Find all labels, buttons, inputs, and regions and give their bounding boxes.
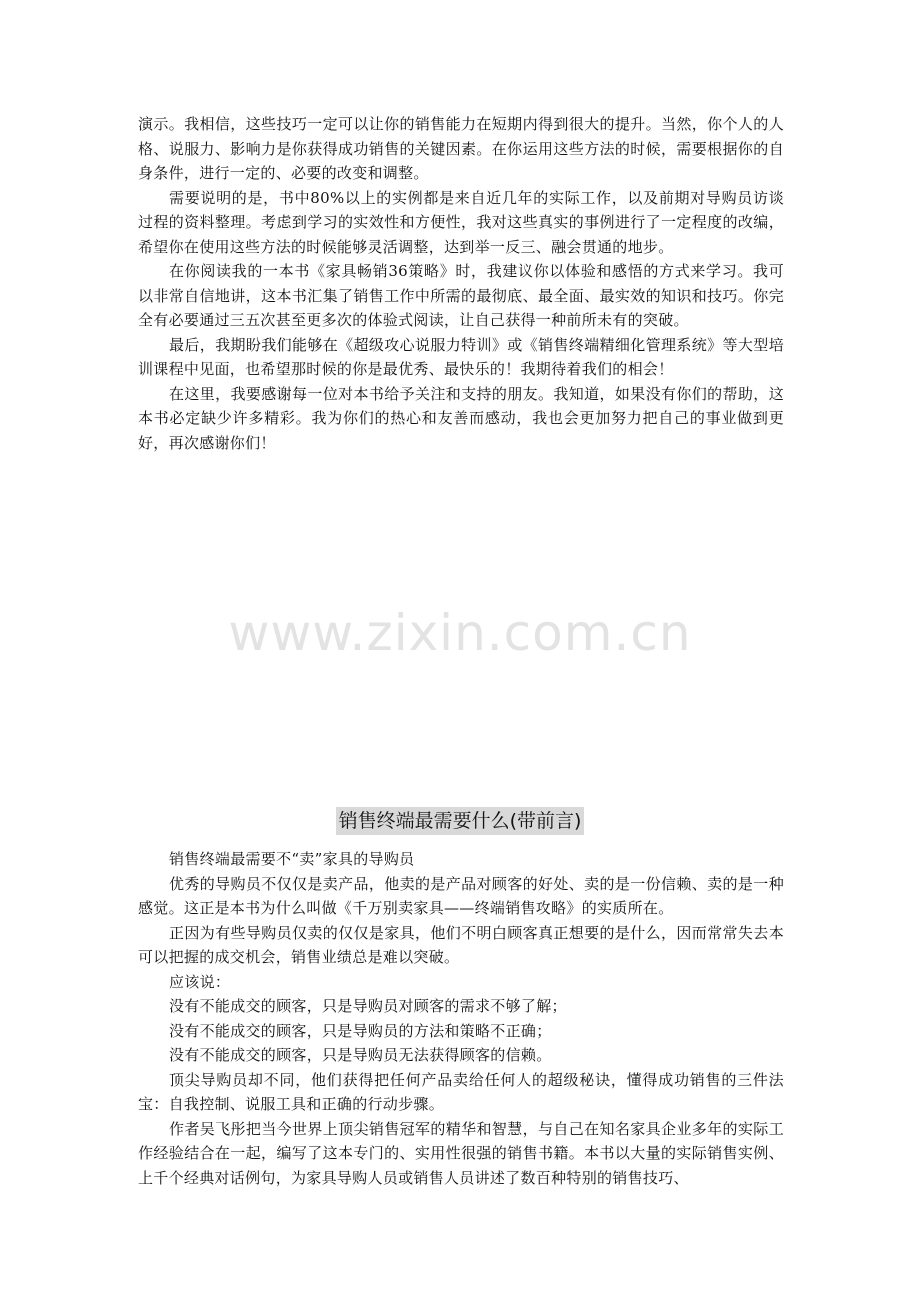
body-paragraph: 在这里，我要感谢每一位对本书给予关注和支持的朋友。我知道，如果没有你们的帮助，这本书必定缺少许多精彩。我为你们的热心和友善而感动，我也会更加努力把自己的事业做到更好，再次感谢你们！ xyxy=(138,384,784,452)
body-paragraph: 需要说明的是，书中80%以上的实例都是来自近几年的实际工作，以及前期对导购员访谈过程的资料整理。考虑到学习的实效性和方便性，我对这些真实的事例进行了一定程度的改编，希望你在使用这些方法的时候能够灵活调整，达到举一反三、融会贯通的地步。 xyxy=(138,188,784,256)
body-paragraph: 最后，我期盼我们能够在《超级攻心说服力特训》或《销售终端精细化管理系统》等大型培训课程中见面，也希望那时候的你是最优秀、最快乐的！我期待着我们的相会！ xyxy=(138,335,784,378)
body-paragraph: 没有不能成交的顾客，只是导购员的方法和策略不正确； xyxy=(169,1021,552,1040)
body-paragraph: 没有不能成交的顾客，只是导购员无法获得顾客的信赖。 xyxy=(169,1046,552,1064)
section-heading-container xyxy=(0,807,920,835)
section-body-text xyxy=(138,847,784,1190)
body-paragraph: 作者吴飞彤把当今世界上顶尖销售冠军的精华和智慧，与自己在知名家具企业多年的实际工作经验结合在一起，编写了这本专门的、实用性很强的销售书籍。本书以大量的实际销售实例、上千个经典对话例句，为家具导购人员或销售人员讲述了数百种特别的销售技巧、 xyxy=(138,1119,784,1187)
watermark: www.zixin.com.cn xyxy=(228,604,692,662)
section-heading: 销售终端最需要什么(带前言) xyxy=(336,807,585,835)
body-paragraph: 销售终端最需要不“卖”家具的导购员 xyxy=(169,850,415,868)
body-paragraph: 优秀的导购员不仅仅是卖产品，他卖的是产品对顾客的好处、卖的是一份信赖、卖的是一种感觉。这正是本书为什么叫做《千万别卖家具——终端销售攻略》的实质所在。 xyxy=(138,874,784,917)
preface-body-text xyxy=(138,112,784,455)
body-paragraph: 没有不能成交的顾客，只是导购员对顾客的需求不够了解； xyxy=(169,997,567,1015)
body-paragraph: 正因为有些导购员仅卖的仅仅是家具，他们不明白顾客真正想要的是什么，因而常常失去本可以把握的成交机会，销售业绩总是难以突破。 xyxy=(138,923,784,966)
body-paragraph: 在你阅读我的一本书《家具畅销36策略》时，我建议你以体验和感悟的方式来学习。我可以非常自信地讲，这本书汇集了销售工作中所需的最彻底、最全面、最实效的知识和技巧。你完全有必要通过三五次甚至更多次的体验式阅读，让自己获得一种前所未有的突破。 xyxy=(138,262,784,329)
body-paragraph: 演示。我相信，这些技巧一定可以让你的销售能力在短期内得到很大的提升。当然，你个人的人格、说服力、影响力是你获得成功销售的关键因素。在你运用这些方法的时候，需要根据你的自身条件，进行一定的、必要的改变和调整。 xyxy=(138,115,784,182)
body-paragraph: 应该说： xyxy=(169,972,231,991)
body-paragraph: 顶尖导购员却不同，他们获得把任何产品卖给任何人的超级秘诀，懂得成功销售的三件法宝：自我控制、说服工具和正确的行动步骤。 xyxy=(138,1070,784,1113)
